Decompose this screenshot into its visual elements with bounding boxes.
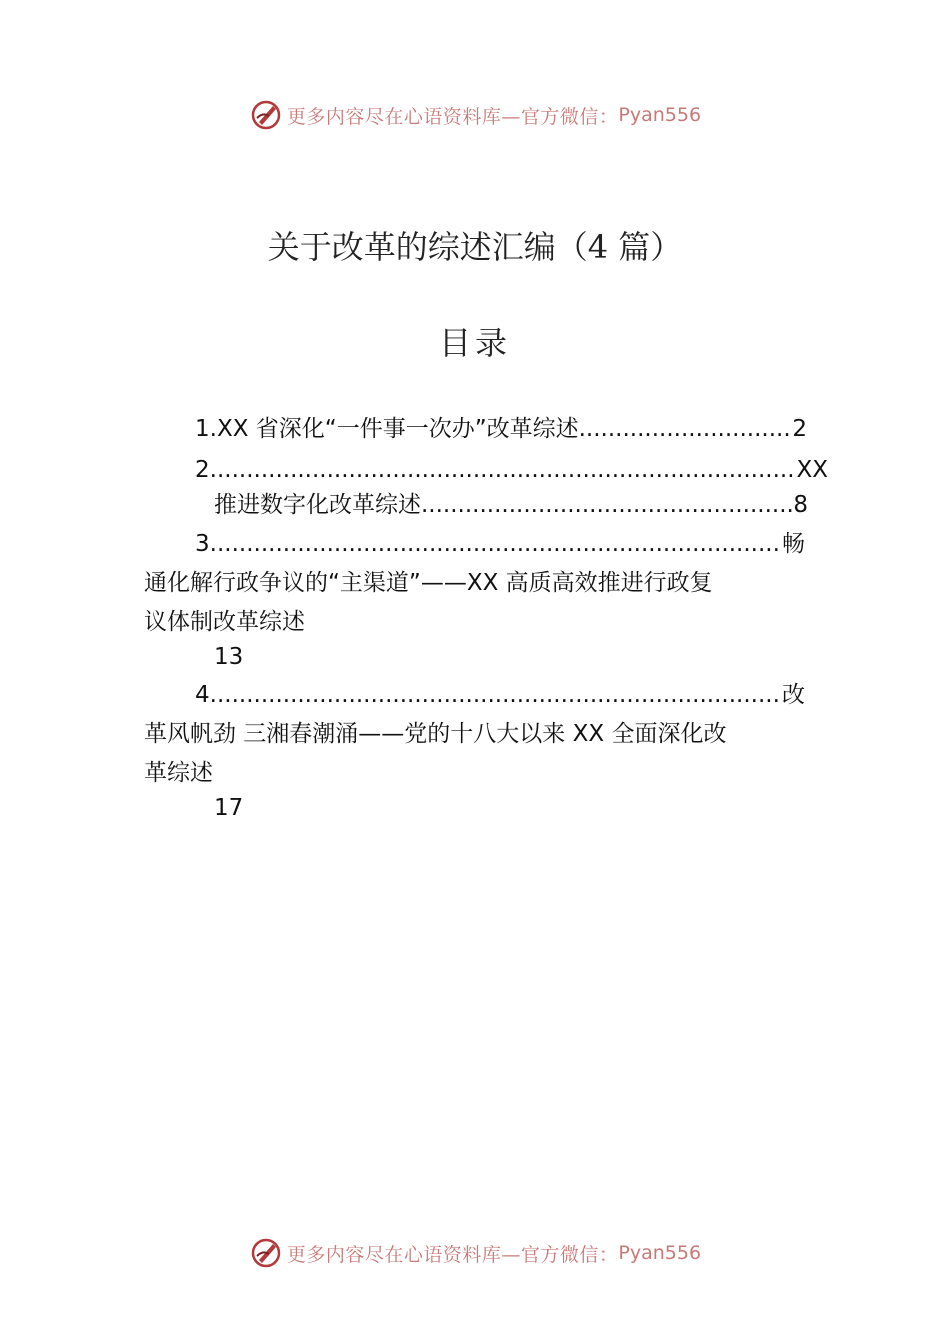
toc-leader-dots (421, 490, 793, 520)
toc-entry-title: XX 省深化“一件事一次办”改革综述 (216, 416, 579, 442)
document-title: 关于改革的综述汇编（4 篇） (267, 228, 683, 266)
toc-entry-title: XX (796, 457, 828, 483)
toc-leader-dots (217, 680, 782, 710)
watermark-text: 更多内容尽在心语资料库—官方微信： (286, 105, 619, 128)
pen-circle-logo-icon (249, 1236, 283, 1270)
footer-watermark (0, 1233, 950, 1273)
watermark-id: Pyan556 (618, 104, 702, 126)
toc-entry-3[interactable] (195, 529, 805, 559)
toc-entry-page: 17 (214, 795, 244, 821)
toc-entry-page: 13 (214, 644, 244, 670)
pen-circle-logo-icon (249, 98, 283, 132)
toc-entry-2[interactable] (195, 455, 828, 485)
toc-leader-dots (217, 529, 782, 559)
toc-entry-3-line-2: 通化解行政争议的“主渠道”——XX 高质高效推进行政复 (144, 570, 713, 596)
toc-entry-title: 畅 (782, 531, 805, 557)
toc-leader-dots (579, 414, 793, 444)
toc-entry-1[interactable] (195, 414, 807, 444)
toc-entry-page: 2 (792, 416, 807, 442)
toc-entry-4-line-3: 革综述 (144, 760, 213, 786)
watermark-id: Pyan556 (618, 1242, 702, 1264)
toc-leader-dots (217, 455, 797, 485)
toc-entry-number: 3. (195, 531, 217, 557)
toc-entry-title: 推进数字化改革综述 (214, 492, 421, 518)
watermark-text: 更多内容尽在心语资料库—官方微信： (286, 1243, 619, 1266)
toc-entry-number: 4. (195, 682, 217, 708)
toc-entry-4-line-2: 革风帆劲 三湘春潮涌——党的十八大以来 XX 全面深化改 (144, 721, 727, 747)
header-watermark (0, 95, 950, 135)
toc-entry-title: 改 (782, 682, 805, 708)
toc-heading: 目录 (438, 324, 511, 362)
toc-entry-4[interactable] (195, 680, 805, 710)
toc-entry-number: 1. (195, 416, 217, 442)
toc-entry-page: 8 (793, 492, 808, 518)
toc-entry-2-continuation[interactable] (214, 490, 808, 520)
toc-entry-3-line-3: 议体制改革综述 (144, 609, 305, 635)
toc-entry-number: 2. (195, 457, 217, 483)
